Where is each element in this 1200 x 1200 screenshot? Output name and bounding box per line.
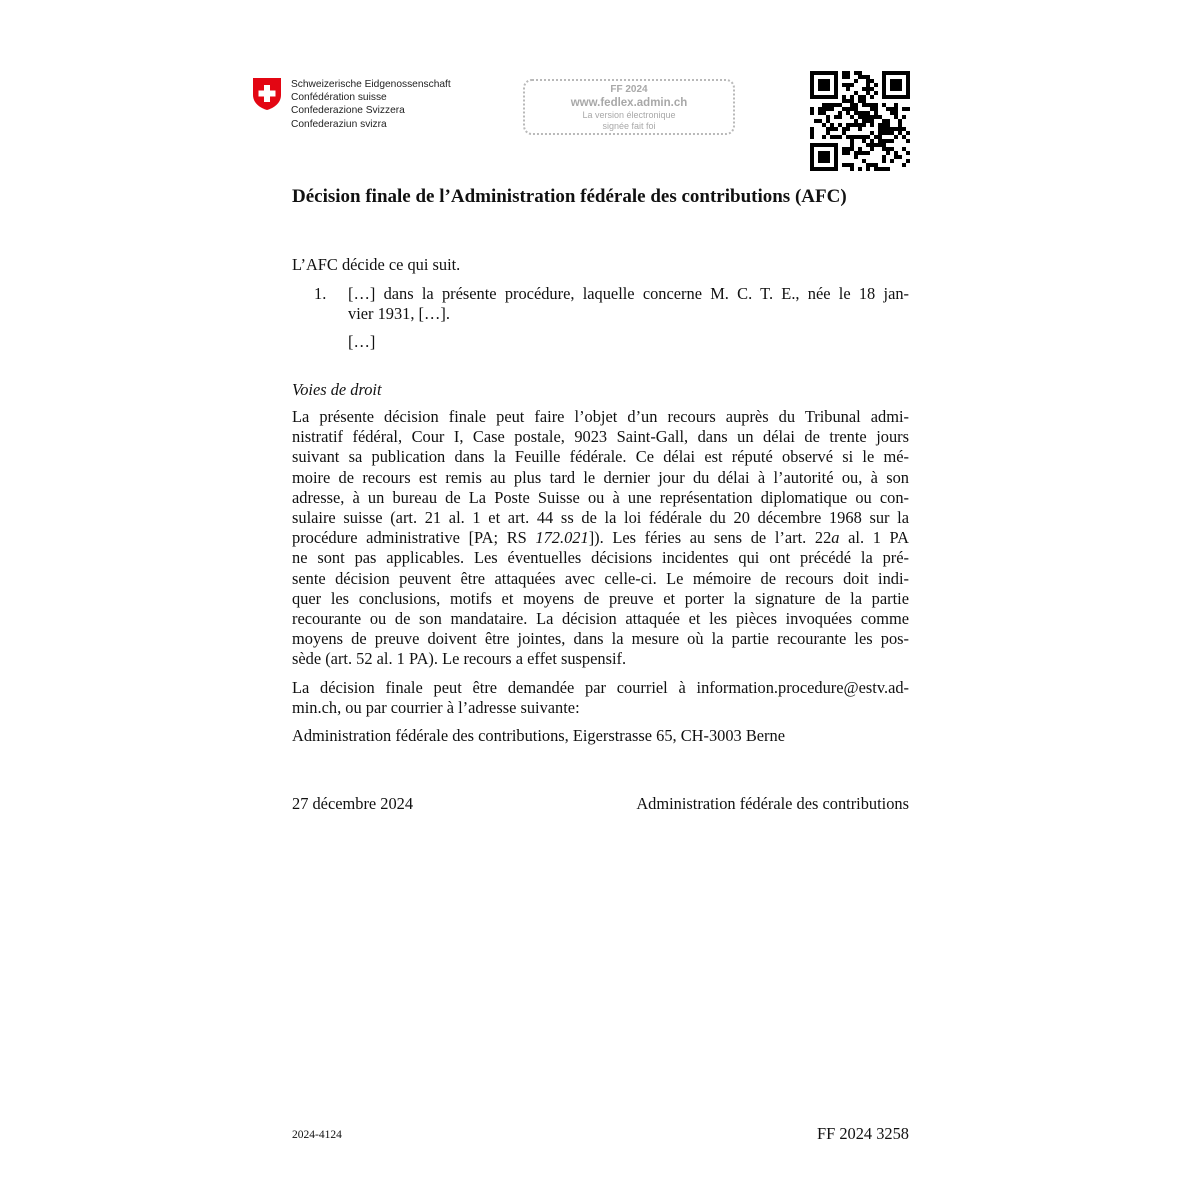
paragraph-line-part: al. 1 PA	[839, 528, 910, 548]
confederation-name-it: Confederazione Svizzera	[291, 105, 405, 117]
document-code: 2024-4124	[292, 1129, 342, 1141]
paragraph-line: min.ch, ou par courrier à l’adresse suivante:	[292, 698, 580, 718]
paragraph-line: moyens de preuve doivent être jointes, dans la mesure où la partie recourante les pos-	[292, 629, 909, 649]
signing-authority: Administration fédérale des contributions	[636, 794, 909, 813]
paragraph-line-part: procédure administrative [PA; RS	[292, 528, 536, 548]
article-letter: a	[831, 528, 840, 548]
request-paragraph	[292, 678, 909, 718]
legal-remedies-paragraph	[292, 407, 909, 670]
paragraph-line	[292, 528, 909, 548]
list-item-line: […] dans la présente procédure, laquelle concerne M. C. T. E., née le 18 jan-	[348, 284, 909, 303]
paragraph-line: ne sont pas applicables. Les éventuelles décisions incidentes qui ont précédé la pré-	[292, 548, 909, 568]
paragraph-line: quer les conclusions, motifs et moyens de preuve et porter la signature de la partie	[292, 588, 909, 608]
paragraph-line: moire de recours est remis au plus tard le dernier jour du délai à l’autorité ou, à son	[292, 467, 909, 487]
paragraph-line: sente décision peuvent être attaquées avec celle-ci. Le mémoire de recours doit indi-	[292, 568, 909, 588]
document-title: Décision finale de l’Administration fédérale des contributions (AFC)	[292, 186, 847, 207]
paragraph-line-part: ]). Les féries au sens de l’art. 22	[588, 528, 832, 548]
list-item-text	[348, 284, 909, 324]
paragraph-line: La présente décision finale peut faire l’objet d’un recours auprès du Tribunal admi-	[292, 407, 909, 426]
paragraph-line: La décision finale peut être demandée par courriel à information.procedure@estv.ad-	[292, 678, 909, 697]
confederation-name-de: Schweizerische Eidgenossenschaft	[291, 79, 451, 90]
confederation-names	[291, 78, 451, 131]
stamp-url: www.fedlex.admin.ch	[570, 97, 688, 109]
paragraph-line: recourante ou de son mandataire. La décision attaquée et les pièces invoquées comme	[292, 609, 909, 629]
paragraph-line: adresse, à un bureau de La Poste Suisse ou à une représentation diplomatique ou con-	[292, 487, 909, 507]
list-item-line: vier 1931, […].	[348, 304, 450, 324]
stamp-note-line2: signée fait foi	[602, 121, 656, 131]
section-heading: Voies de droit	[292, 380, 382, 399]
omission-marker: […]	[348, 332, 376, 351]
paragraph-line: nistratif fédéral, Cour I, Case postale, 9023 Saint-Gall, dans un délai de trente jours	[292, 427, 909, 447]
list-item-number: 1.	[314, 284, 327, 303]
electronic-version-stamp	[523, 79, 735, 135]
postal-address: Administration fédérale des contributions, Eigerstrasse 65, CH-3003 Berne	[292, 726, 785, 745]
qr-code-icon	[810, 71, 910, 171]
paragraph-line: suivant sa publication dans la Feuille fédérale. Ce délai est réputé observé si le mé-	[292, 447, 909, 467]
federal-gazette-reference: FF 2024 3258	[817, 1124, 909, 1143]
stamp-ff-label: FF 2024	[610, 84, 648, 95]
statute-reference: 172.021	[535, 528, 589, 548]
paragraph-line: sède (art. 52 al. 1 PA). Le recours a effet suspensif.	[292, 649, 627, 669]
confederation-name-fr: Confédération suisse	[291, 92, 387, 104]
swiss-coat-of-arms-logo	[252, 77, 282, 111]
stamp-note-line1: La version électronique	[582, 110, 676, 120]
intro-sentence: L’AFC décide ce qui suit.	[292, 255, 461, 274]
paragraph-line: sulaire suisse (art. 21 al. 1 et art. 44 ss de la loi fédérale du 20 décembre 1968 sur la	[292, 508, 909, 528]
decision-date: 27 décembre 2024	[292, 794, 414, 813]
confederation-name-rm: Confederaziun svizra	[291, 118, 387, 130]
